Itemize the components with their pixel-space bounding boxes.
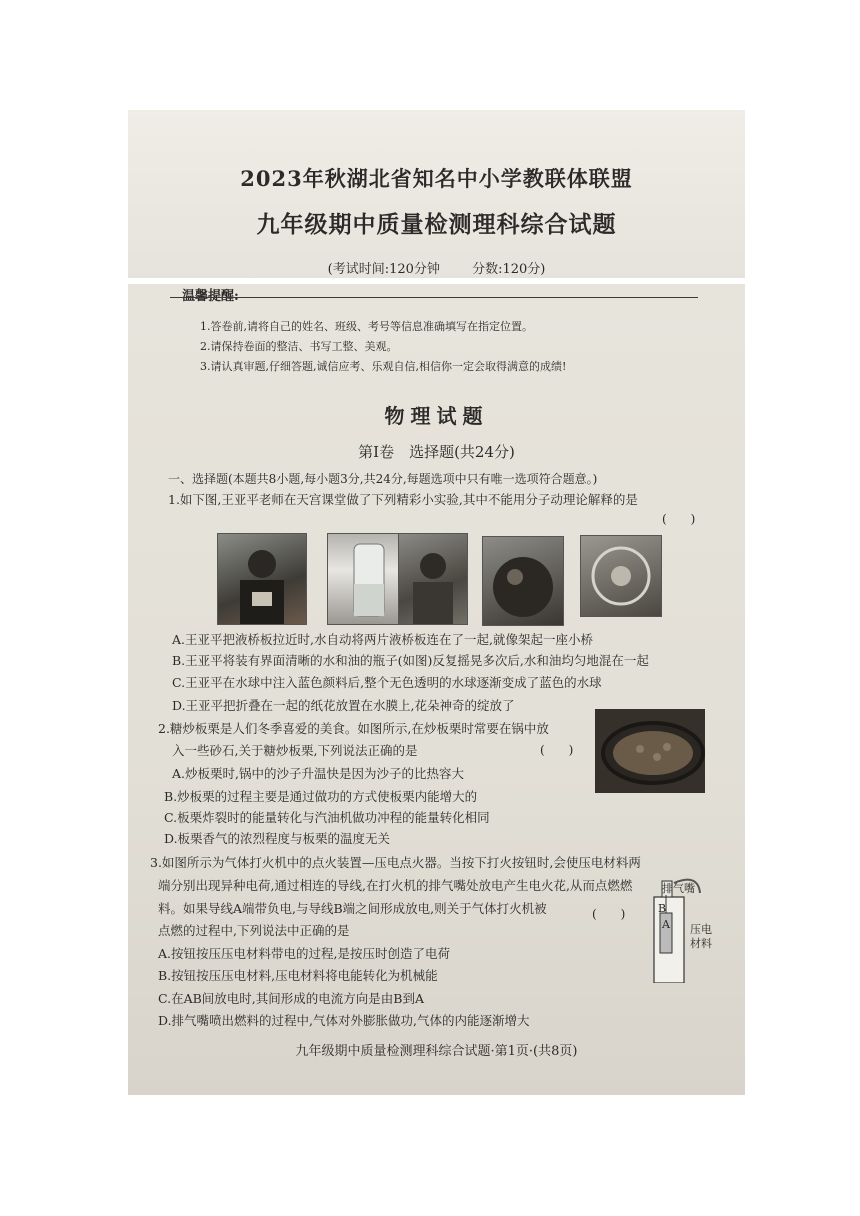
exam-info (128, 258, 745, 277)
q2-option-d: D.板栗香气的浓烈程度与板栗的温度无关 (164, 831, 391, 846)
exam-title-line2: 九年级期中质量检测理科综合试题 (256, 211, 617, 238)
q3-option-d: D.排气嘴喷出燃料的过程中,气体对外膨胀做功,气体的内能逐渐增大 (158, 1013, 530, 1028)
q1-photo-liquid-bridge (217, 533, 307, 625)
q1-photo-paper-flower (580, 535, 662, 617)
page-footer: 九年级期中质量检测理科综合试题·第1页·(共8页) (295, 1044, 578, 1059)
photo-strip-top (128, 110, 745, 279)
q2-option-c: C.板栗炸裂时的能量转化与汽油机做功冲程的能量转化相同 (164, 810, 490, 825)
q1-stem: 1.如下图,王亚平老师在天宫课堂做了下列精彩小实验,其中不能用分子动理论解释的是 (168, 492, 638, 507)
tips-heading: 温馨提醒: (182, 289, 239, 304)
q3-stem-line1: 3.如图所示为气体打火机中的点火装置—压电点火器。当按下打火按钮时,会使压电材料两 (150, 855, 641, 870)
section-instruction: 一、选择题(本题共8小题,每小题3分,共24分,每题选项中只有唯一选项符合题意。) (168, 472, 598, 486)
q1-photo-astronaut (398, 533, 468, 625)
section-title: 物理试题 (384, 404, 489, 428)
q3-label-material-line2: 材料 (690, 937, 712, 950)
tip-item: 2.请保持卷面的整洁、书写工整、美观。 (200, 340, 398, 353)
q3-option-b: B.按钮按压压电材料,压电材料将电能转化为机械能 (158, 968, 438, 983)
q1-answer-paren: ( ) (662, 512, 696, 526)
q2-stem-line2: 入一些砂石,关于糖炒板栗,下列说法正确的是 (172, 743, 418, 758)
exam-score: 分数:120分) (472, 262, 546, 277)
q1-option-d: D.王亚平把折叠在一起的纸花放置在水膜上,花朵神奇的绽放了 (172, 698, 515, 713)
q1-photo-water-ball (482, 536, 564, 626)
exam-time: (考试时间:120分钟 (327, 262, 440, 277)
q2-option-b: B.炒板栗的过程主要是通过做功的方式使板栗内能增大的 (164, 789, 478, 804)
q3-stem-line2: 端分别出现异种电荷,通过相连的导线,在打火机的排气嘴处放电产生电火花,从而点燃燃 (158, 878, 633, 893)
q3-stem-line3: 料。如果导线A端带负电,与导线B端之间形成放电,则关于气体打火机被 (158, 901, 547, 916)
exam-title-line1: 2023年秋湖北省知名中小学教联体联盟 (240, 166, 633, 191)
q2-option-a: A.炒板栗时,锅中的沙子升温快是因为沙子的比热容大 (172, 766, 464, 781)
q2-photo-chestnut-pan (595, 709, 705, 793)
volume-title: 第Ⅰ卷 选择题(共24分) (358, 443, 515, 461)
q3-answer-paren: ( ) (592, 907, 626, 921)
q2-answer-paren: ( ) (540, 743, 574, 757)
tip-item: 1.答卷前,请将自己的姓名、班级、考号等信息准确填写在指定位置。 (200, 320, 533, 333)
q3-option-c: C.在AB间放电时,其间形成的电流方向是由B到A (158, 991, 424, 1006)
q3-label-b: B (658, 902, 667, 915)
q3-option-a: A.按钮按压压电材料带电的过程,是按压时创造了电荷 (158, 946, 450, 961)
q3-label-nozzle: 排气嘴 (662, 882, 695, 895)
q3-label-material-line1: 压电 (690, 923, 712, 936)
q1-option-b: B.王亚平将装有界面清晰的水和油的瓶子(如图)反复摇晃多次后,水和油均匀地混在一起 (172, 653, 649, 668)
q1-option-c: C.王亚平在水球中注入蓝色颜料后,整个无色透明的水球逐渐变成了蓝色的水球 (172, 675, 602, 690)
q1-option-a: A.王亚平把液桥板拉近时,水自动将两片液桥板连在了一起,就像架起一座小桥 (172, 632, 593, 647)
q3-stem-line4: 点燃的过程中,下列说法中正确的是 (158, 923, 350, 938)
q3-label-a: A (662, 918, 670, 931)
q2-stem-line1: 2.糖炒板栗是人们冬季喜爱的美食。如图所示,在炒板栗时常要在锅中放 (158, 721, 549, 736)
tips-divider (170, 297, 698, 298)
tip-item: 3.请认真审题,仔细答题,诚信应考、乐观自信,相信你一定会取得满意的成绩! (200, 360, 567, 373)
